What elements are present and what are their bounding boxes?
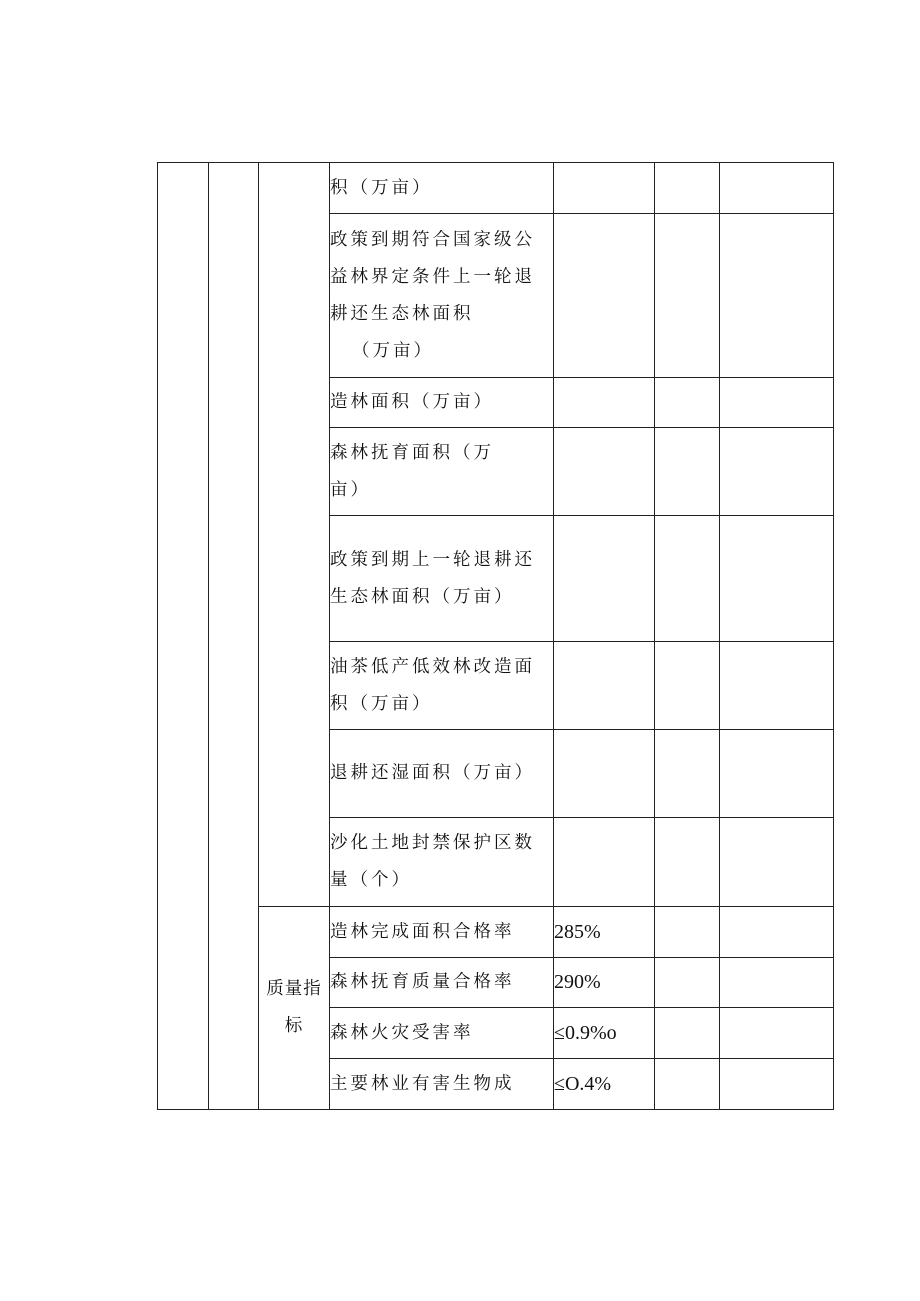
- indicator-cell: 退耕还湿面积（万亩）: [330, 730, 554, 818]
- target-value-cell: [554, 730, 655, 818]
- remark-cell: [720, 428, 834, 516]
- target-value-cell: [554, 428, 655, 516]
- remark-cell: [720, 730, 834, 818]
- quality-category-cell: 质量指 标: [259, 907, 330, 1110]
- target-value-cell: [554, 214, 655, 378]
- remark-cell: [720, 958, 834, 1008]
- indicator-cell: 油茶低产低效林改造面 积（万亩）: [330, 642, 554, 730]
- remark-cell: [720, 378, 834, 428]
- remark-cell: [720, 642, 834, 730]
- indicator-cell: 积（万亩）: [330, 163, 554, 214]
- target-value-cell: [554, 642, 655, 730]
- target-value-cell: [554, 818, 655, 907]
- score-cell: [655, 378, 720, 428]
- table-row: [158, 907, 834, 958]
- score-cell: [655, 214, 720, 378]
- target-value-cell: [554, 163, 655, 214]
- indicator-cell: 主要林业有害生物成: [330, 1059, 554, 1110]
- indicator-cell: 政策到期符合国家级公 益林界定条件上一轮退 耕还生态林面积 （万亩）: [330, 214, 554, 378]
- score-cell: [655, 730, 720, 818]
- target-value-cell: 290%: [554, 958, 655, 1008]
- score-cell: [655, 1008, 720, 1059]
- target-value-cell: 285%: [554, 907, 655, 958]
- target-value-cell: [554, 516, 655, 642]
- quantity-category-cell: [259, 163, 330, 907]
- score-cell: [655, 642, 720, 730]
- remark-cell: [720, 214, 834, 378]
- indicator-cell: 沙化土地封禁保护区数 量（个）: [330, 818, 554, 907]
- remark-cell: [720, 907, 834, 958]
- remark-cell: [720, 516, 834, 642]
- level1-cell: [158, 163, 209, 1110]
- target-value-cell: ≤0.9%o: [554, 1008, 655, 1059]
- score-cell: [655, 958, 720, 1008]
- indicator-cell: 政策到期上一轮退耕还 生态林面积（万亩）: [330, 516, 554, 642]
- score-cell: [655, 163, 720, 214]
- score-cell: [655, 907, 720, 958]
- indicator-table: [157, 162, 834, 1110]
- level2-cell: [209, 163, 259, 1110]
- target-value-cell: [554, 378, 655, 428]
- remark-cell: [720, 818, 834, 907]
- remark-cell: [720, 1059, 834, 1110]
- target-value-cell: ≤O.4%: [554, 1059, 655, 1110]
- indicator-cell: 森林火灾受害率: [330, 1008, 554, 1059]
- indicator-cell: 森林抚育质量合格率: [330, 958, 554, 1008]
- remark-cell: [720, 163, 834, 214]
- score-cell: [655, 428, 720, 516]
- score-cell: [655, 818, 720, 907]
- remark-cell: [720, 1008, 834, 1059]
- score-cell: [655, 516, 720, 642]
- table-row: [158, 163, 834, 214]
- indicator-cell: 森林抚育面积（万 亩）: [330, 428, 554, 516]
- score-cell: [655, 1059, 720, 1110]
- indicator-cell: 造林面积（万亩）: [330, 378, 554, 428]
- indicator-cell: 造林完成面积合格率: [330, 907, 554, 958]
